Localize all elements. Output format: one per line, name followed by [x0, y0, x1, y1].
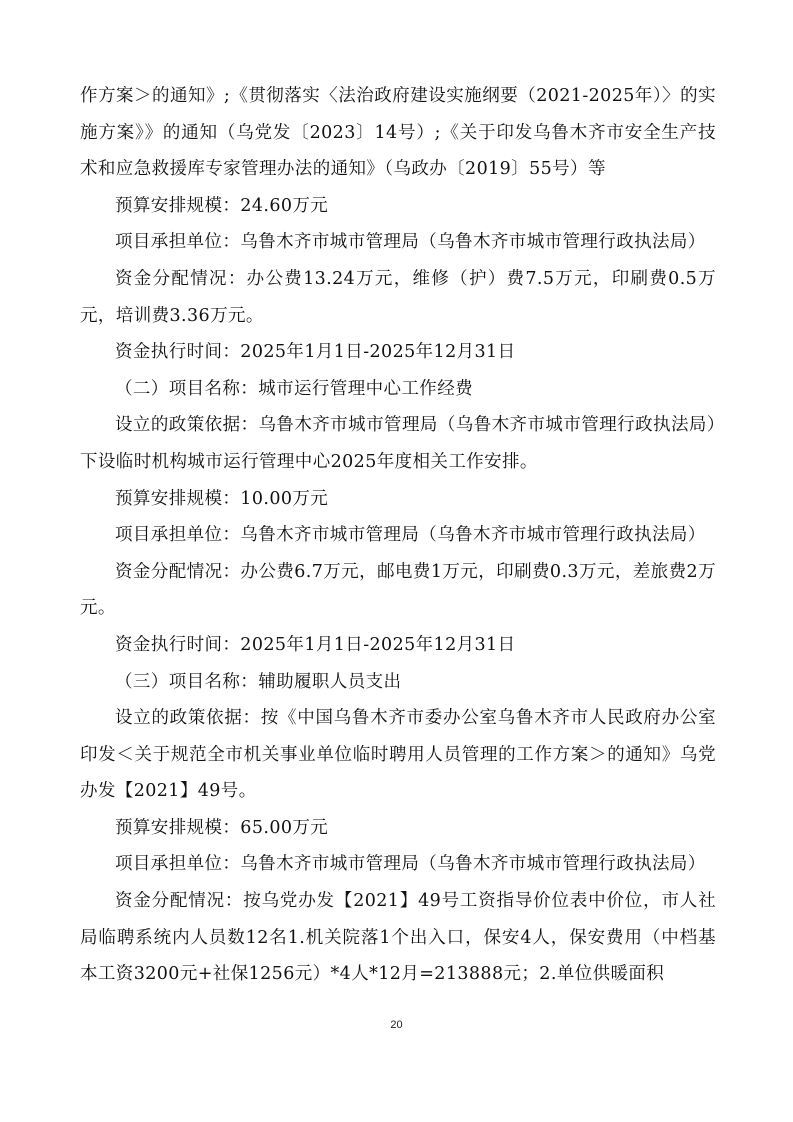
paragraph-budget-scale: 预算安排规模：24.60万元 — [115, 195, 329, 216]
paragraph-execution-time: 资金执行时间：2025年1月1日-2025年12月31日 — [115, 342, 516, 363]
paragraph-policy-basis: 设立的政策依据：按《中国乌鲁木齐市委办公室乌鲁木齐市人民政府办公室印发＜关于规范全市机关事业单位临时聘用人员管理的工作方案＞的通知》乌党办发【2021】49号。 — [80, 708, 716, 802]
paragraph-responsible-unit: 项目承担单位：乌鲁木齐市城市管理局（乌鲁木齐市城市管理行政执法局） — [115, 854, 706, 875]
paragraph-fund-allocation: 资金分配情况：办公费13.24万元，维修（护）费7.5万元，印刷费0.5万元，培训费3.36万元。 — [80, 268, 716, 326]
paragraph-policy-basis: 设立的政策依据：乌鲁木齐市城市管理局（乌鲁木齐市城市管理行政执法局）下设临时机构城市运行管理中心2025年度相关工作安排。 — [80, 415, 716, 472]
section-heading-3: （三）项目名称：辅助履职人员支出 — [115, 671, 402, 692]
paragraph-continuation: 作方案＞的通知》;《贯彻落实〈法治政府建设实施纲要（2021-2025年）〉的实施方案》》的通知（乌党发〔2023〕14号）;《关于印发乌鲁木齐市安全生产技术和应急救援库专家管理办法的通知》（乌政办〔2019〕55号）等 — [80, 86, 716, 180]
body-text — [80, 78, 716, 993]
paragraph-budget-scale: 预算安排规模：65.00万元 — [115, 817, 329, 838]
paragraph-responsible-unit: 项目承担单位：乌鲁木齐市城市管理局（乌鲁木齐市城市管理行政执法局） — [115, 525, 706, 546]
paragraph-fund-allocation: 资金分配情况：按乌党办发【2021】49号工资指导价位表中价位，市人社局临聘系统内人员数12名1.机关院落1个出入口，保安4人，保安费用（中档基本工资3200元+社保1256元）*4人*12月=213888元；2.单位供暖面积 — [80, 891, 716, 985]
paragraph-fund-allocation: 资金分配情况：办公费6.7万元，邮电费1万元，印刷费0.3万元，差旅费2万元。 — [80, 561, 716, 619]
paragraph-budget-scale: 预算安排规模：10.00万元 — [115, 488, 329, 509]
paragraph-execution-time: 资金执行时间：2025年1月1日-2025年12月31日 — [115, 634, 516, 655]
paragraph-responsible-unit: 项目承担单位：乌鲁木齐市城市管理局（乌鲁木齐市城市管理行政执法局） — [115, 232, 706, 253]
page-number: 20 — [390, 1019, 403, 1031]
section-heading-2: （二）项目名称：城市运行管理中心工作经费 — [115, 378, 473, 399]
